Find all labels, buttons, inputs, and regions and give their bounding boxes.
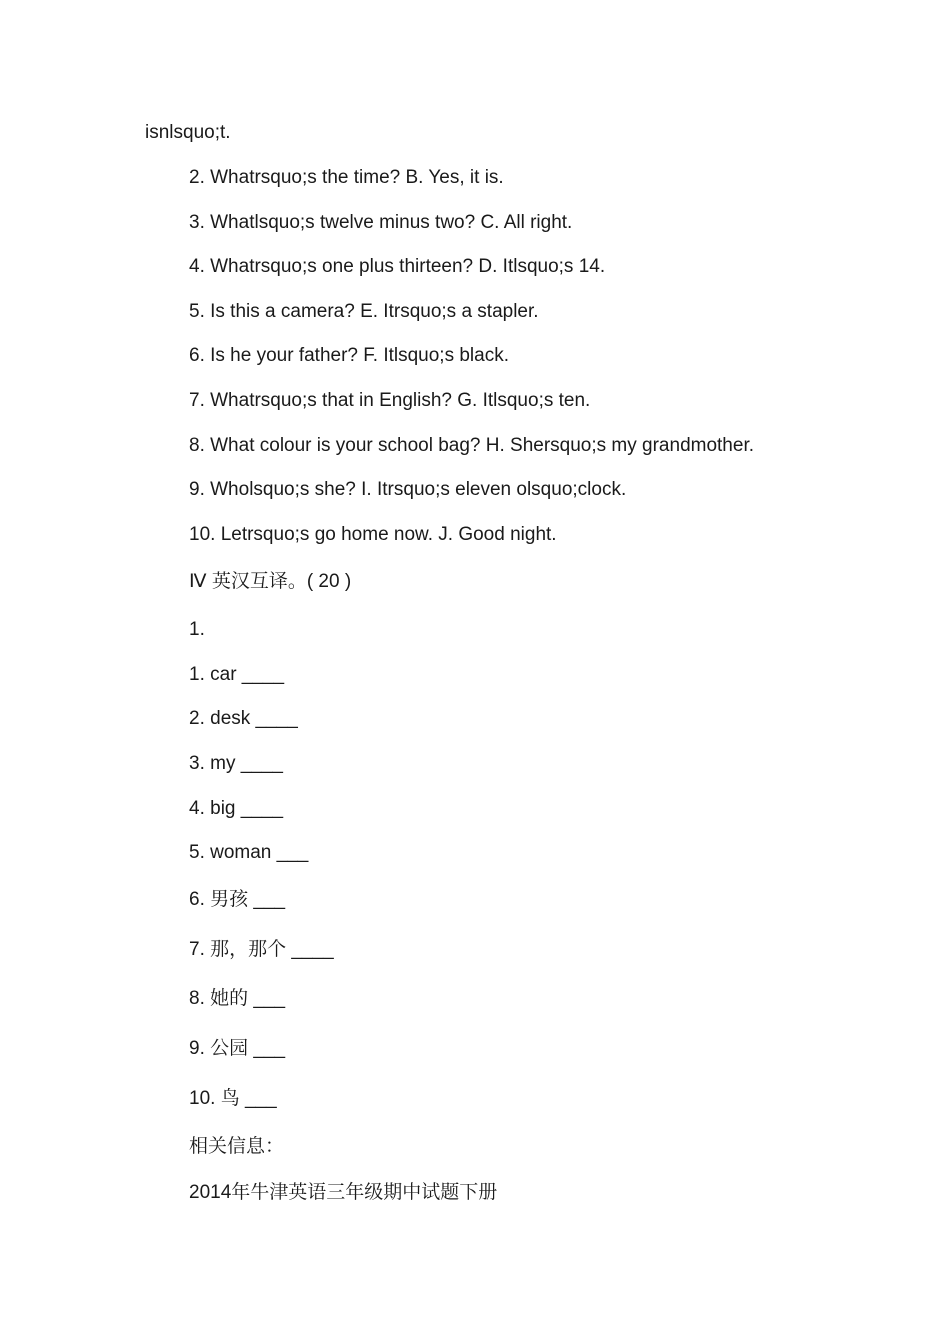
related-info-title: 2014年牛津英语三年级期中试题下册 (189, 1182, 498, 1203)
matching-item: 9. Wholsquo;s she? I. Itrsquo;s eleven olsquo;clock. (189, 479, 627, 500)
translation-item: 5. woman ___ (189, 842, 309, 863)
matching-item: 6. Is he your father? F. Itlsquo;s black. (189, 345, 509, 366)
matching-item: 2. Whatrsquo;s the time? B. Yes, it is. (189, 167, 504, 188)
translation-item: 9. 公园 ___ (189, 1038, 286, 1059)
translation-item: 2. desk ____ (189, 708, 298, 729)
sub-number: 1. (189, 619, 205, 640)
translation-item: 1. car ____ (189, 664, 285, 685)
translation-item: 8. 她的 ___ (189, 988, 286, 1009)
translation-item: 7. 那，那个 ____ (189, 939, 334, 960)
matching-item: 3. Whatlsquo;s twelve minus two? C. All right. (189, 212, 573, 233)
continuation-text: isnlsquo;t. (145, 122, 231, 143)
matching-item: 8. What colour is your school bag? H. Shersquo;s my grandmother. (189, 435, 754, 456)
translation-item: 10. 鸟 ___ (189, 1088, 277, 1109)
translation-item: 4. big ____ (189, 798, 284, 819)
matching-item: 4. Whatrsquo;s one plus thirteen? D. Itlsquo;s 14. (189, 256, 606, 277)
matching-item: 7. Whatrsquo;s that in English? G. Itlsquo;s ten. (189, 390, 591, 411)
related-info-label: 相关信息： (189, 1136, 285, 1157)
translation-item: 3. my ____ (189, 753, 283, 774)
matching-item: 10. Letrsquo;s go home now. J. Good night. (189, 524, 557, 545)
matching-item: 5. Is this a camera? E. Itrsquo;s a stapler. (189, 301, 539, 322)
section-heading: Ⅳ 英汉互译。( 20 ) (189, 571, 352, 592)
translation-item: 6. 男孩 ___ (189, 889, 286, 910)
